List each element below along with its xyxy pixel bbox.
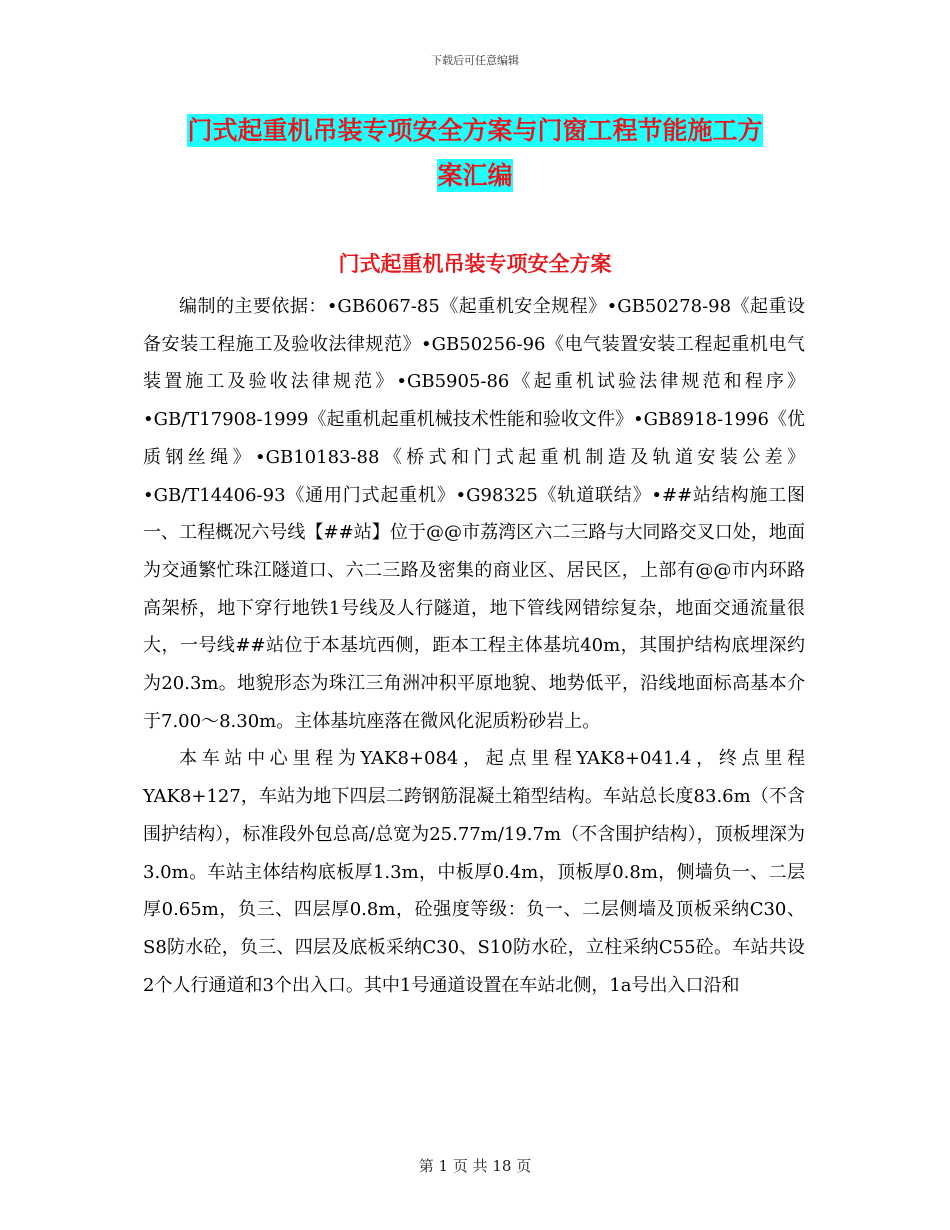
paragraph-basis-and-overview: 编制的主要依据：•GB6067-85《起重机安全规程》•GB50278-98《起重设备安装工程施工及验收法律规范》•GB50256-96《电气装置安装工程起重机电气装置施工及验收法律规范》•GB5905-86《起重机试验法律规范和程序》•GB/T17908-1999《起重机起重机械技术性能和验收文件》•GB8918-1996《优质钢丝绳》•GB10183-88《桥式和门式起重机制造及轨道安装公差》•GB/T14406-93《通用门式起重机》•G98325《轨道联结》•##站结构施工图一、工程概况六号线【##站】位于@@市荔湾区六二三路与大同路交叉口处，地面为交通繁忙珠江隧道口、六二三路及密集的商业区、居民区，上部有@@市内环路高架桥，地下穿行地铁1号线及人行隧道，地下管线网错综复杂，地面交通流量很大，一号线##站位于本基坑西侧，距本工程主体基坑40m，其围护结构底埋深约为20.3m。地貌形态为珠江三角洲冲积平原地貌、地势低平，沿线地面标高基本介于7.00～8.30m。主体基坑座落在微风化泥质粉砂岩上。 bbox=[143, 296, 805, 732]
document-title-line1: 门式起重机吊装专项安全方案与门窗工程节能施工方 bbox=[187, 116, 763, 145]
section-title: 门式起重机吊装专项安全方案 bbox=[338, 252, 612, 276]
page-header-note: 下载后可任意编辑 bbox=[431, 54, 519, 67]
document-title-line2: 案汇编 bbox=[437, 161, 513, 190]
document-title bbox=[140, 108, 810, 198]
paragraph-station-structure: 本车站中心里程为YAK8+084，起点里程YAK8+041.4，终点里程YAK8+127，车站为地下四层二跨钢筋混凝土箱型结构。车站总长度83.6m（不含围护结构），标准段外包总高/总宽为25.77m/19.7m（不含围护结构），顶板埋深为3.0m。车站主体结构底板厚1.3m，中板厚0.4m，顶板厚0.8m，侧墙负一、二层厚0.65m，负三、四层厚0.8m，砼强度等级：负一、二层侧墙及顶板采纳C30、S8防水砼，负三、四层及底板采纳C30、S10防水砼，立柱采纳C55砼。车站共设2个人行通道和3个出入口。其中1号通道设置在车站北侧，1a号出入口沿和 bbox=[143, 748, 805, 996]
page-footer: 第 1 页 共 18 页 bbox=[418, 1157, 532, 1175]
document-body bbox=[143, 288, 805, 1004]
